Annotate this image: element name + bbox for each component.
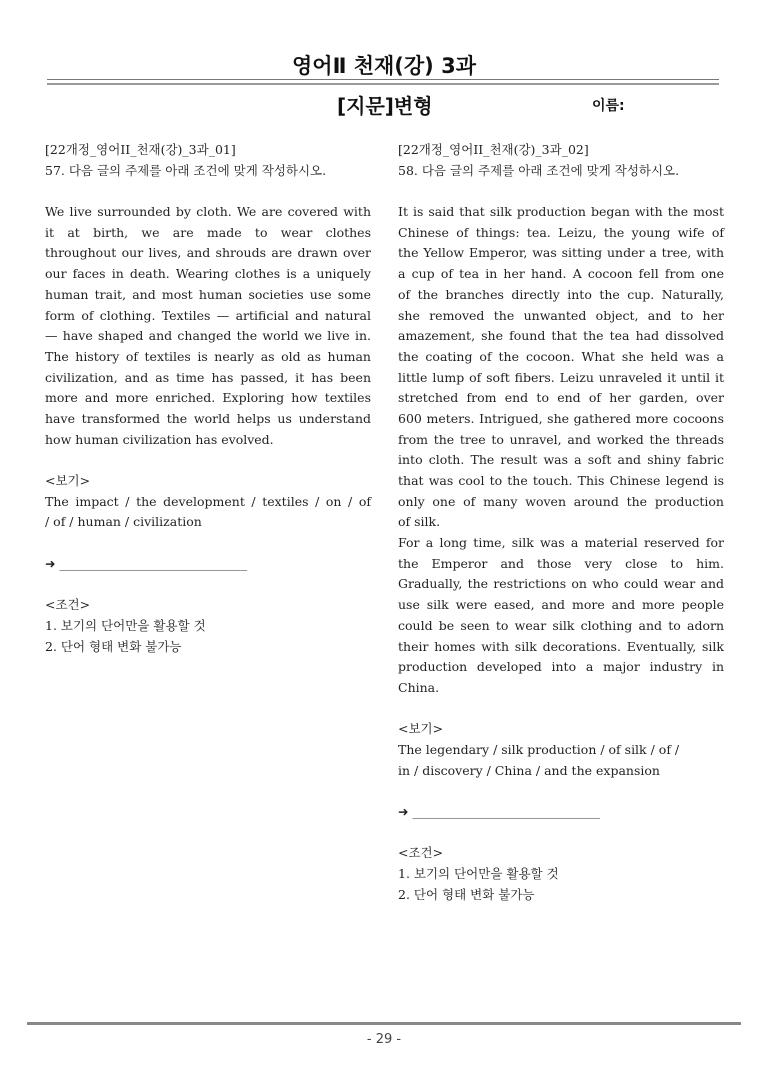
passage-line: our faces in death. Wearing clothes is a uniquely bbox=[45, 266, 371, 282]
answer-line: ➜ ______________________________ bbox=[398, 804, 600, 819]
passage-line: could be seen to wear silk clothing and to adorn bbox=[398, 617, 724, 633]
header-divider bbox=[47, 79, 719, 80]
passage-line: it at birth, we are made to wear clothes bbox=[45, 224, 371, 240]
passage-line: The history of textiles is nearly as old as human bbox=[45, 348, 371, 364]
passage-line: civilization, and as time has passed, it has been bbox=[45, 369, 371, 385]
passage bbox=[398, 202, 724, 699]
condition-label: <조건> bbox=[398, 845, 444, 861]
passage-line: China. bbox=[398, 679, 440, 695]
passage-line: throughout our lives, and shrouds are drawn over bbox=[45, 245, 371, 261]
header-divider-thick bbox=[47, 83, 719, 85]
answer-line: ➜ ______________________________ bbox=[45, 555, 247, 571]
passage-line: little lump of soft fibers. Leizu unraveled it until it bbox=[398, 369, 724, 385]
page-title: 영어Ⅱ 천재(강) 3과 bbox=[292, 54, 476, 78]
bogi-label: <보기> bbox=[398, 721, 444, 737]
page-number: - 29 - bbox=[366, 1032, 402, 1047]
bogi-line: in / discovery / China / and the expansion bbox=[398, 762, 660, 778]
name-label: 이름: bbox=[592, 98, 625, 114]
condition-item: 2. 단어 형태 변화 불가능 bbox=[45, 638, 182, 654]
question-prompt: 58. 다음 글의 주제를 아래 조건에 맞게 작성하시오. bbox=[398, 162, 680, 178]
passage-line: It is said that silk production began with the most bbox=[398, 204, 724, 220]
passage-line: form of clothing. Textiles — artificial and natural bbox=[45, 307, 371, 323]
passage-line: that was cool to the touch. This Chinese legend is bbox=[398, 473, 724, 488]
passage-line: production developed into a major industry in bbox=[398, 659, 724, 675]
passage-line: she removed the unwanted object, and to her bbox=[398, 307, 724, 323]
condition-label: <조건> bbox=[45, 597, 91, 613]
passage-line: only one of many woven around the production bbox=[398, 493, 724, 509]
bogi-line: The impact / the development / textiles / on / of bbox=[45, 493, 371, 509]
passage-line: — have shaped and changed the world we live in. bbox=[45, 328, 371, 344]
passage-line: amazement, she found that the tea had dissolved bbox=[398, 328, 724, 344]
section-subtitle: [지문]변형 bbox=[337, 94, 433, 118]
question-column-right bbox=[398, 140, 724, 905]
condition-item: 2. 단어 형태 변화 불가능 bbox=[398, 886, 535, 902]
passage-line: more and more enriched. Exploring how textiles bbox=[45, 390, 371, 406]
passage-line: use silk were eased, and more and more people bbox=[398, 597, 724, 613]
passage-line: 600 meters. Intrigued, she gathered more cocoons bbox=[398, 410, 724, 426]
passage-line: the coating of the cocoon. What she held was a bbox=[398, 348, 724, 364]
bogi-line: / of / human / civilization bbox=[45, 514, 202, 530]
bogi-label: <보기> bbox=[45, 473, 91, 488]
passage-line: Chinese of things: tea. Leizu, the young wife of bbox=[398, 224, 724, 240]
condition-item: 1. 보기의 단어만을 활용할 것 bbox=[398, 866, 559, 882]
passage-line: of the branches directly into the cup. Naturally, bbox=[398, 286, 724, 302]
passage-line: the Emperor and those very close to him. bbox=[398, 555, 724, 571]
passage-line: into cloth. The result was a soft and shiny fabric bbox=[398, 452, 724, 468]
passage-line: stretched from end to end of her garden, over bbox=[398, 390, 724, 406]
bogi-line: The legendary / silk production / of silk / of / bbox=[398, 741, 680, 757]
question-column-left bbox=[45, 140, 371, 657]
passage bbox=[45, 202, 371, 450]
passage-line: We live surrounded by cloth. We are covered with bbox=[45, 204, 371, 220]
question-code: [22개정_영어II_천재(강)_3과_01] bbox=[45, 142, 236, 157]
passage-line: have transformed the world helps us understand bbox=[45, 410, 371, 426]
passage-line: their homes with silk decorations. Eventually, silk bbox=[398, 638, 724, 654]
passage-line: For a long time, silk was a material reserved for bbox=[398, 535, 724, 551]
question-prompt: 57. 다음 글의 주제를 아래 조건에 맞게 작성하시오. bbox=[45, 162, 327, 178]
passage-line: Gradually, the restrictions on who could wear and bbox=[398, 576, 724, 592]
passage-line: how human civilization has evolved. bbox=[45, 431, 274, 447]
question-code: [22개정_영어II_천재(강)_3과_02] bbox=[398, 142, 589, 157]
passage-line: a cup of tea in her hand. A cocoon fell from one bbox=[398, 266, 724, 282]
passage-line: human trait, and most human societies use some bbox=[45, 286, 371, 302]
condition-item: 1. 보기의 단어만을 활용할 것 bbox=[45, 617, 206, 633]
footer-divider bbox=[27, 1022, 741, 1025]
passage-line: the Yellow Emperor, was sitting under a tree, with bbox=[398, 245, 724, 261]
passage-line: from the tree to unravel, and worked the threads bbox=[398, 431, 724, 447]
passage-line: of silk. bbox=[398, 514, 441, 530]
